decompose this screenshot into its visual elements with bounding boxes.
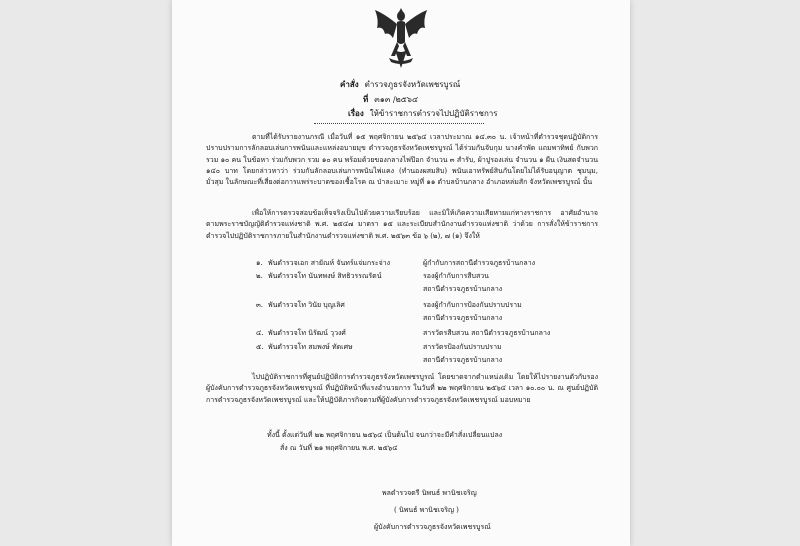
officer-3-name: พันตำรวจโท วินัย บุญเลิศ (268, 301, 345, 309)
officer-2-no: ๒. (256, 272, 263, 280)
officer-5-no: ๕. (256, 343, 264, 351)
header-divider (314, 123, 484, 124)
officer-1-assign: ผู้กำกับการสถานีตำรวจภูธรบ้านกลาง (423, 259, 536, 267)
order-from: ตำรวจภูธรจังหวัดเพชรบูรณ์ (364, 80, 461, 89)
officer-4-name: พันตำรวจโท นิรัฒน์ วุวงศ์ (268, 329, 346, 337)
officer-2-name: พันตำรวจโท นันทพงษ์ สิทธิวรรณรัตน์ (268, 272, 382, 280)
ordered-date: สั่ง ณ วันที่ ๒๑ พฤศจิกายน พ.ศ. ๒๕๖๔ (280, 444, 398, 452)
paragraph-1: ตามที่ได้รับรายงานกรณี เมื่อวันที่ ๑๕ พฤศจิกายน ๒๕๖๔ เวลาประมาณ ๑๔.๓๐ น. เจ้าหน้าที่ตำรวจชุดปฏิบัติการปราบปรามการลักลอบเล่นการพนันและแหล่งอบายมุข ตำรวจภูธรจังหวัดเพชรบูรณ์ ได้ร่วมกันจับกุม นางคำพัด แถมพาทิพย์ กับพวกรวม ๑๐ คน ในข้อหา ร่วมกับพวก รวม ๑๐ คน พร้อมด้วยของกลางไพ่ป๊อก จำนวน ๓ สำรับ, ผ้าปูรองเล่น จำนวน ๑ ผืน เงินสดจำนวน ๑๔๐ บาท โดยกล่าวหาว่า ร่วมกันลักลอบเล่นการพนันไพ่แคง (ทำนองผสมสิบ) พนันเอาทรัพย์สินกันโดยไม่ได้รับอนุญาต ชุมนุม, มั่วสุม ในลักษณะที่เสี่ยงต่อการแพร่ระบาดของเชื้อโรค ณ ป่าละเมาะ หมู่ที่ ๑๑ ตำบลบ้านกลาง อำเภอหล่มสัก จังหวัดเพชรบูรณ์ นั้น (206, 133, 598, 187)
number-label: ที่ (363, 94, 369, 104)
subject-label: เรื่อง (348, 108, 364, 118)
officer-2-station: สถานีตำรวจภูธรบ้านกลาง (423, 285, 503, 293)
officer-4-assign: สารวัตรสืบสวน สถานีตำรวจภูธรบ้านกลาง (423, 329, 551, 337)
number-value: ๓๑๓ /๒๕๖๔ (374, 95, 418, 104)
subject-line (348, 108, 498, 119)
officer-3-assign: รองผู้กำกับการป้องกันปราบปราม (423, 301, 522, 309)
signer-rank: พลตำรวจตรี นิพนธ์ พานิชเจริญ (382, 489, 477, 497)
officer-2-assign: รองผู้กำกับการสืบสวน (423, 272, 489, 280)
officer-3-no: ๓. (256, 301, 264, 309)
officer-5-station: สถานีตำรวจภูธรบ้านกลาง (423, 356, 503, 364)
officer-1-name: พันตำรวจเอก สายัณห์ จันทร์แจ่มกระจ่าง (268, 259, 391, 267)
garuda-emblem-icon (371, 6, 431, 70)
effective-date: ทั้งนี้ ตั้งแต่วันที่ ๒๒ พฤศจิกายน ๒๕๖๔ เป็นต้นไป จนกว่าจะมีคำสั่งเปลี่ยนแปลง (267, 431, 503, 439)
paragraph-3: ไปปฏิบัติราชการที่ศูนย์ปฏิบัติการตำรวจภูธรจังหวัดเพชรบูรณ์ โดยขาดจากตำแหน่งเดิม โดยให้ไปรายงานตัวกับรองผู้บังคับการตำรวจภูธรจังหวัดเพชรบูรณ์ ที่ปฏิบัติหน้าที่แรงอำนวยการ ในวันที่ ๒๒ พฤศจิกายน ๒๕๖๔ เวลา ๑๐.๐๐ น. ณ ศูนย์ปฏิบัติการตำรวจภูธรจังหวัดเพชรบูรณ์ และให้ปฏิบัติภารกิจตามที่ผู้บังคับการตำรวจภูธรจังหวัดเพชรบูรณ์ มอบหมาย (206, 373, 598, 404)
officer-5-assign: สารวัตรป้องกันปราบปราม (423, 343, 502, 351)
number-line (363, 94, 418, 105)
order-line (340, 79, 460, 90)
paragraph-2: เพื่อให้การตรวจสอบข้อเท็จจริงเป็นไปด้วยความเรียบร้อย และมิให้เกิดความเสียหายแก่ทางราชการ อาศัยอำนาจตามพระราชบัญญัติตำรวจแห่งชาติ พ.ศ. ๒๕๔๗ มาตรา ๑๕ และระเบียบสำนักงานตำรวจแห่งชาติ ว่าด้วย การสั่งให้ข้าราชการตำรวจไปปฏิบัติราชการภายในสำนักงานตำรวจแห่งชาติ พ.ศ. ๒๕๖๓ ข้อ ๖ (๒), ๗ (๑) จึงให้ (206, 209, 598, 240)
signer-title: ผู้บังคับการตำรวจภูธรจังหวัดเพชรบูรณ์ (374, 523, 491, 531)
signer-name: ( นิพนธ์ พานิชเจริญ ) (394, 506, 459, 514)
officer-4-no: ๔. (256, 329, 264, 337)
officer-3-station: สถานีตำรวจภูธรบ้านกลาง (423, 314, 503, 322)
order-label: คำสั่ง (340, 79, 359, 89)
officer-1-no: ๑. (256, 259, 263, 267)
document-page (172, 0, 630, 546)
officer-5-name: พันตำรวจโท สมพงษ์ ทัดเศษ (268, 343, 353, 351)
subject-value: ให้ข้าราชการตำรวจไปปฏิบัติราชการ (369, 109, 498, 118)
